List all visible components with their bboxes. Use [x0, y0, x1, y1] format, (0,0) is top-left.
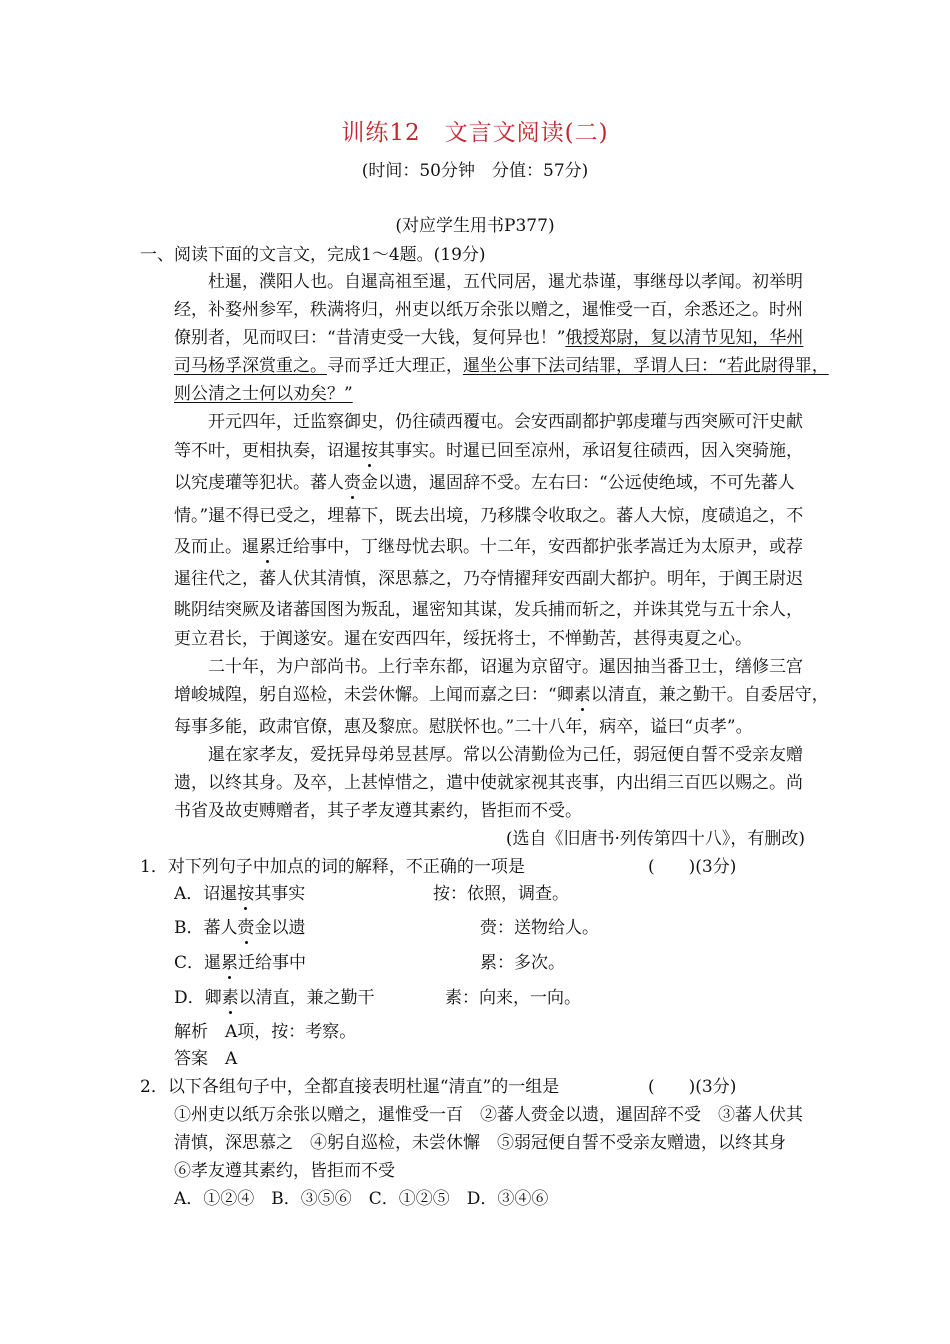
option-text: B．蕃人 — [174, 918, 238, 938]
passage-line: 杜暹，濮阳人也。自暹高祖至暹，五代同居，暹尤恭谨，事继母以孝闻。初举明 — [208, 272, 803, 292]
underlined-sentence: 俄授郑尉，复以清节见知，华州 — [565, 328, 804, 348]
passage-line — [174, 440, 803, 462]
passage-text: 以清直，兼之勤干。自委居守， — [590, 685, 829, 705]
passage-line: 经，补婺州参军，秩满将归，州吏以纸万余张以赠之，暹惟受一百，余悉还之。时州 — [174, 300, 803, 320]
option-b-gloss: 赍：送物给人。 — [480, 918, 599, 938]
answer-choices: A．①②④ B．③⑤⑥ C．①②⑤ D．③④⑥ — [174, 1189, 549, 1209]
answer-blank: ( )(3分) — [648, 857, 737, 877]
passage-text: 寻而孚迁大理正， — [327, 356, 463, 376]
passage-text: 及而止。暹 — [174, 537, 259, 557]
textbook-reference: (对应学生用书P377) — [395, 216, 555, 236]
option-text: 金以遗 — [254, 918, 306, 938]
passage-line: 开元四年，迁监察御史，仍往碛西覆屯。会安西副都护郭虔瓘与西突厥可汗史献 — [208, 412, 803, 432]
option-text: D．卿 — [174, 988, 222, 1008]
option-text: 迁给事中 — [238, 953, 307, 973]
question-line: ⑥孝友遵其素约，皆拒而不受 — [174, 1161, 395, 1181]
analysis-text: 解析 A项，按：考察。 — [174, 1022, 357, 1042]
underlined-sentence: 司马杨孚深赏重之。 — [174, 356, 327, 376]
passage-line: 暹往代之，蕃人伏其清慎，深思慕之，乃夺情擢拜安西副大都护。明年，于阗王尉迟 — [174, 569, 803, 589]
underlined-sentence: 暹坐公事下法司结罪，孚谓人曰：“若此尉得罪， — [463, 356, 829, 376]
option-c-gloss: 累：多次。 — [480, 953, 565, 973]
question-line: 清慎，深思慕之 ④躬自巡检，未尝休懈 ⑤弱冠便自誓不受亲友赠遗，以终其身 — [174, 1133, 786, 1153]
passage-line — [174, 327, 803, 349]
dotted-word: 按 — [237, 884, 255, 904]
passage-line: 遗，以终其身。及卒，上甚悼惜之，遣中使就家视其丧事，内出绢三百匹以赐之。尚 — [174, 773, 803, 793]
dotted-word: 按 — [361, 441, 378, 461]
passage-line: 书省及故吏赙赠者，其子孝友遵其素约，皆拒而不受。 — [174, 801, 582, 821]
underlined-sentence: 则公清之士何以劝矣？” — [174, 384, 353, 404]
passage-line: 二十年，为户部尚书。上行幸东都，诏暹为京留守。暹因抽当番卫士，缮修三宫 — [208, 657, 803, 677]
passage-line — [174, 355, 829, 377]
passage-text: 等不叶，更相执奏，诏暹 — [174, 441, 361, 461]
dotted-word: 累 — [259, 537, 276, 557]
passage-source: (选自《旧唐书·列传第四十八》，有删改) — [505, 829, 805, 849]
option-b — [174, 917, 306, 939]
option-text: 其事实 — [254, 884, 306, 904]
passage-line: 情。”暹不得已受之，埋幕下，既去出境，乃移牒令收取之。蕃人大惊，度碛追之，不 — [174, 506, 804, 526]
answer-blank: ( )(3分) — [648, 1077, 737, 1097]
question-stem: 2．以下各组句子中，全都直接表明杜暹“清直”的一组是 — [140, 1077, 560, 1097]
passage-text: 僚别者，见而叹曰：“昔清吏受一大钱，复何异也！” — [174, 328, 566, 348]
page-title: 训练12 文言文阅读(二) — [341, 120, 609, 146]
passage-text: 迁给事中，丁继母忧去职。十二年，安西都护张孝嵩迁为太原尹，或荐 — [276, 537, 803, 557]
option-d — [174, 987, 375, 1009]
dotted-word: 赍 — [237, 918, 255, 938]
option-a-gloss: 按：依照，调查。 — [433, 884, 569, 904]
answer-text: 答案 A — [174, 1049, 238, 1069]
passage-text: 以究虔瓘等犯状。蕃人 — [174, 473, 344, 493]
question-line: ①州吏以纸万余张以赠之，暹惟受一百 ②蕃人赍金以遗，暹固辞不受 ③蕃人伏其 — [174, 1105, 803, 1125]
dotted-word: 累 — [221, 953, 239, 973]
option-text: 以清直，兼之勤干 — [238, 988, 375, 1008]
passage-line: 眺阴结突厥及诸蕃国图为叛乱，暹密知其谋，发兵捕而斩之，并诛其党与五十余人， — [174, 600, 803, 620]
option-a — [174, 883, 305, 905]
passage-text: 其事实。时暹已回至凉州，承诏复往碛西，因入突骑施， — [378, 441, 803, 461]
time-score-info: (时间：50分钟 分值：57分) — [361, 161, 589, 181]
passage-line: 暹在家孝友，爱抚异母弟昱甚厚。常以公清勤俭为己任，弱冠便自誓不受亲友赠 — [208, 745, 803, 765]
question-stem: 1．对下列句子中加点的词的解释，不正确的一项是 — [140, 857, 525, 877]
option-c — [174, 952, 306, 974]
passage-line: 每事多能，政肃官僚，惠及黎庶。慰朕怀也。”二十八年，病卒，谥曰“贞孝”。 — [174, 717, 753, 737]
passage-text: 金以遗，暹固辞不受。左右曰：“公远使绝域，不可先蕃人 — [361, 473, 795, 493]
dotted-word: 赍 — [344, 473, 361, 493]
passage-line — [174, 536, 803, 558]
passage-line — [174, 684, 829, 706]
dotted-word: 素 — [573, 685, 591, 705]
option-text: A．诏暹 — [174, 884, 238, 904]
passage-line — [174, 472, 795, 494]
option-d-gloss: 素：向来，一向。 — [445, 988, 581, 1008]
section-heading: 一、阅读下面的文言文，完成1～4题。(19分) — [140, 245, 486, 265]
option-text: C．暹 — [174, 953, 222, 973]
dotted-word: 素 — [221, 988, 239, 1008]
passage-line: 更立君长，于阗遂安。暹在安西四年，绥抚将士，不惮勤苦，甚得夷夏之心。 — [174, 629, 752, 649]
passage-text: 增峻城隍，躬自巡检，未尝休懈。上闻而嘉之曰：“卿 — [174, 685, 574, 705]
